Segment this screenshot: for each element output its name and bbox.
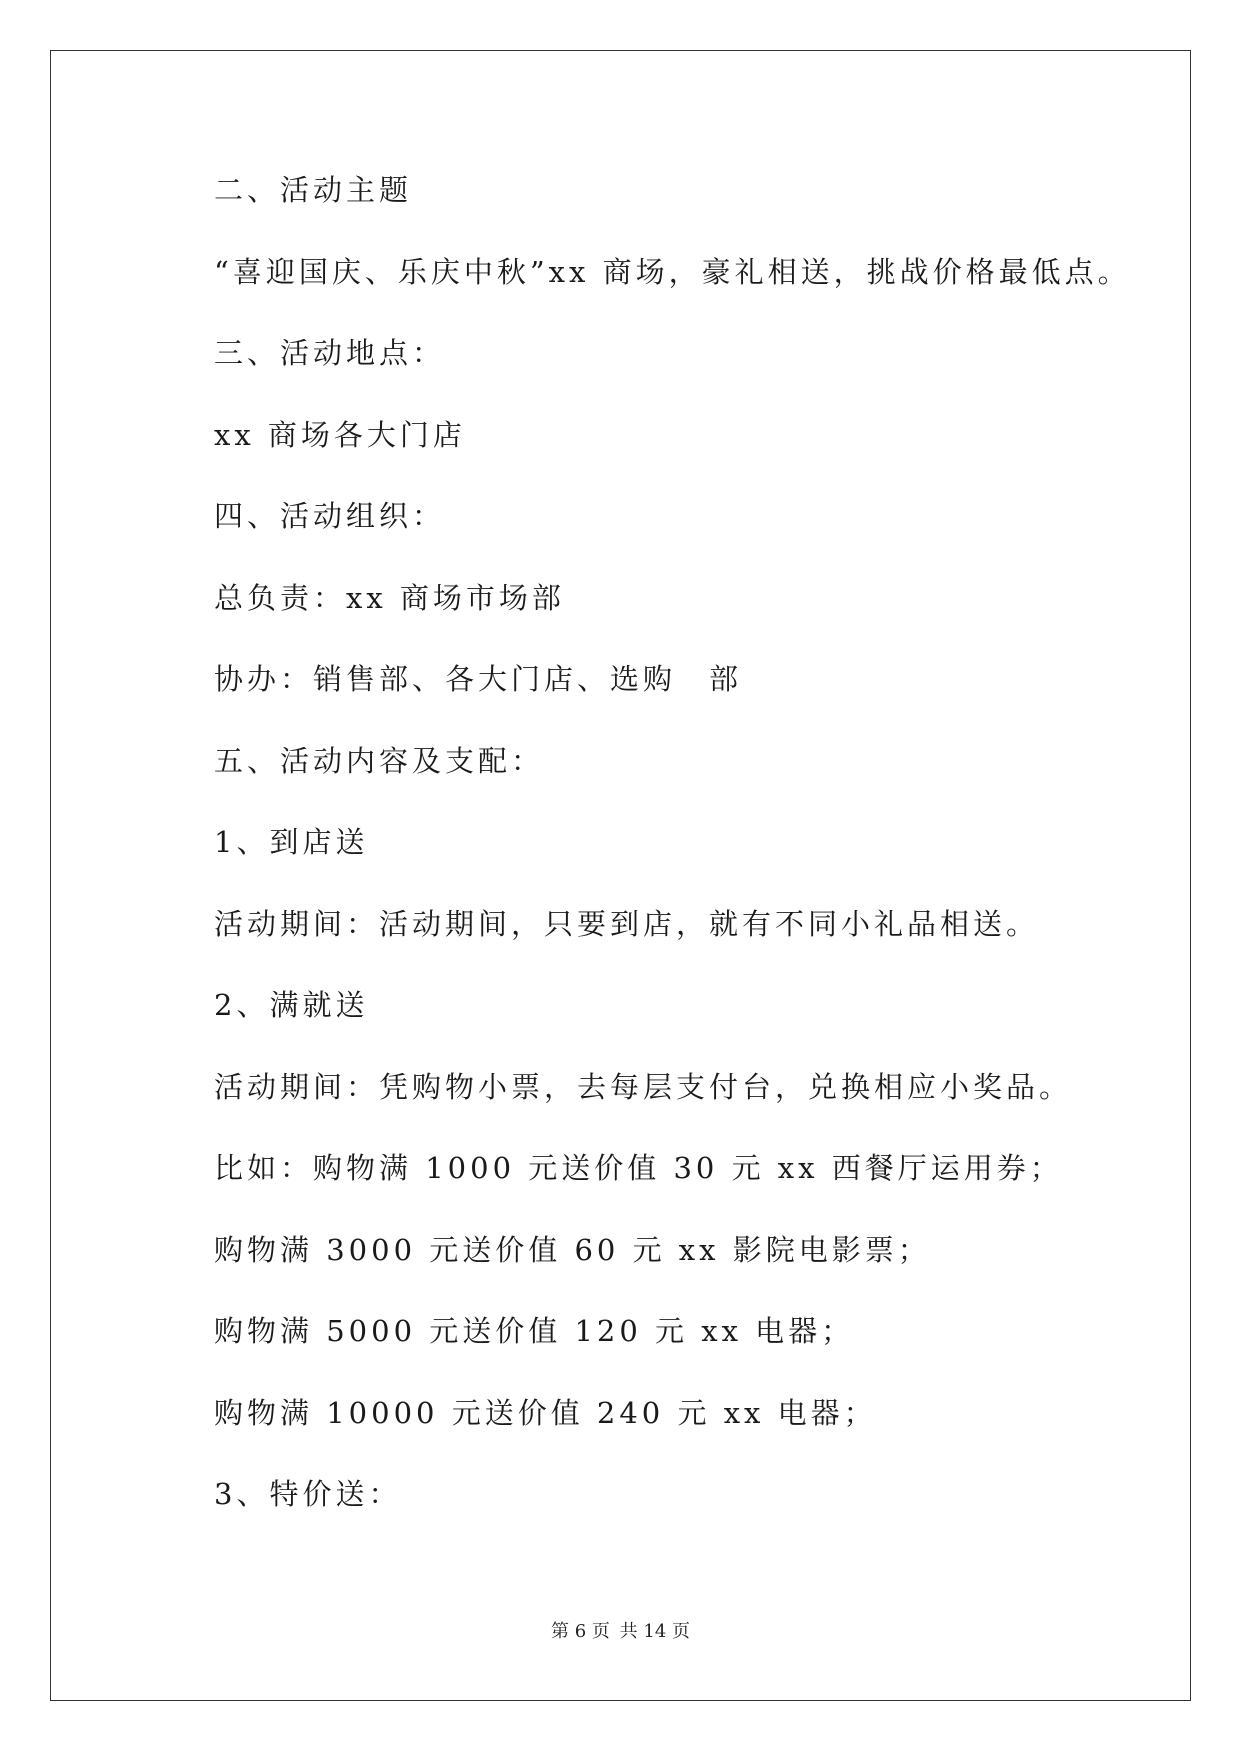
paragraph: 协办：销售部、各大门店、选购 部: [214, 662, 743, 696]
paragraph: xx 商场各大门店: [214, 417, 466, 452]
subsection-heading: 1、到店送: [214, 825, 369, 859]
paragraph: 购物满 5000 元送价值 120 元 xx 电器；: [214, 1314, 855, 1348]
document-body: [214, 168, 1134, 1554]
paragraph: 比如：购物满 1000 元送价值 30 元 xx 西餐厅运用券；: [214, 1151, 1063, 1185]
subsection-heading: 2、满就送: [214, 988, 369, 1022]
paragraph: 活动期间：活动期间，只要到店，就有不同小礼品相送。: [214, 906, 1040, 941]
paragraph: 购物满 3000 元送价值 60 元 xx 影院电影票；: [214, 1232, 931, 1267]
page-number: 第 6 页: [551, 1621, 610, 1642]
paragraph: 活动期间：凭购物小票，去每层支付台，兑换相应小奖品。: [214, 1069, 1073, 1104]
paragraph: “喜迎国庆、乐庆中秋”xx 商场，豪礼相送，挑战价格最低点。: [214, 254, 1131, 289]
section-heading: 四、活动组织：: [214, 499, 446, 533]
paragraph: 购物满 10000 元送价值 240 元 xx 电器；: [214, 1395, 877, 1430]
subsection-heading: 3、特价送：: [214, 1477, 402, 1511]
section-heading: 三、活动地点：: [214, 336, 446, 370]
paragraph: 总负责：xx 商场市场部: [214, 580, 565, 615]
section-heading: 五、活动内容及支配：: [214, 743, 545, 778]
section-heading: 二、活动主题: [214, 173, 413, 207]
total-pages: 共 14 页: [619, 1621, 690, 1642]
page-footer: [0, 1617, 1241, 1643]
